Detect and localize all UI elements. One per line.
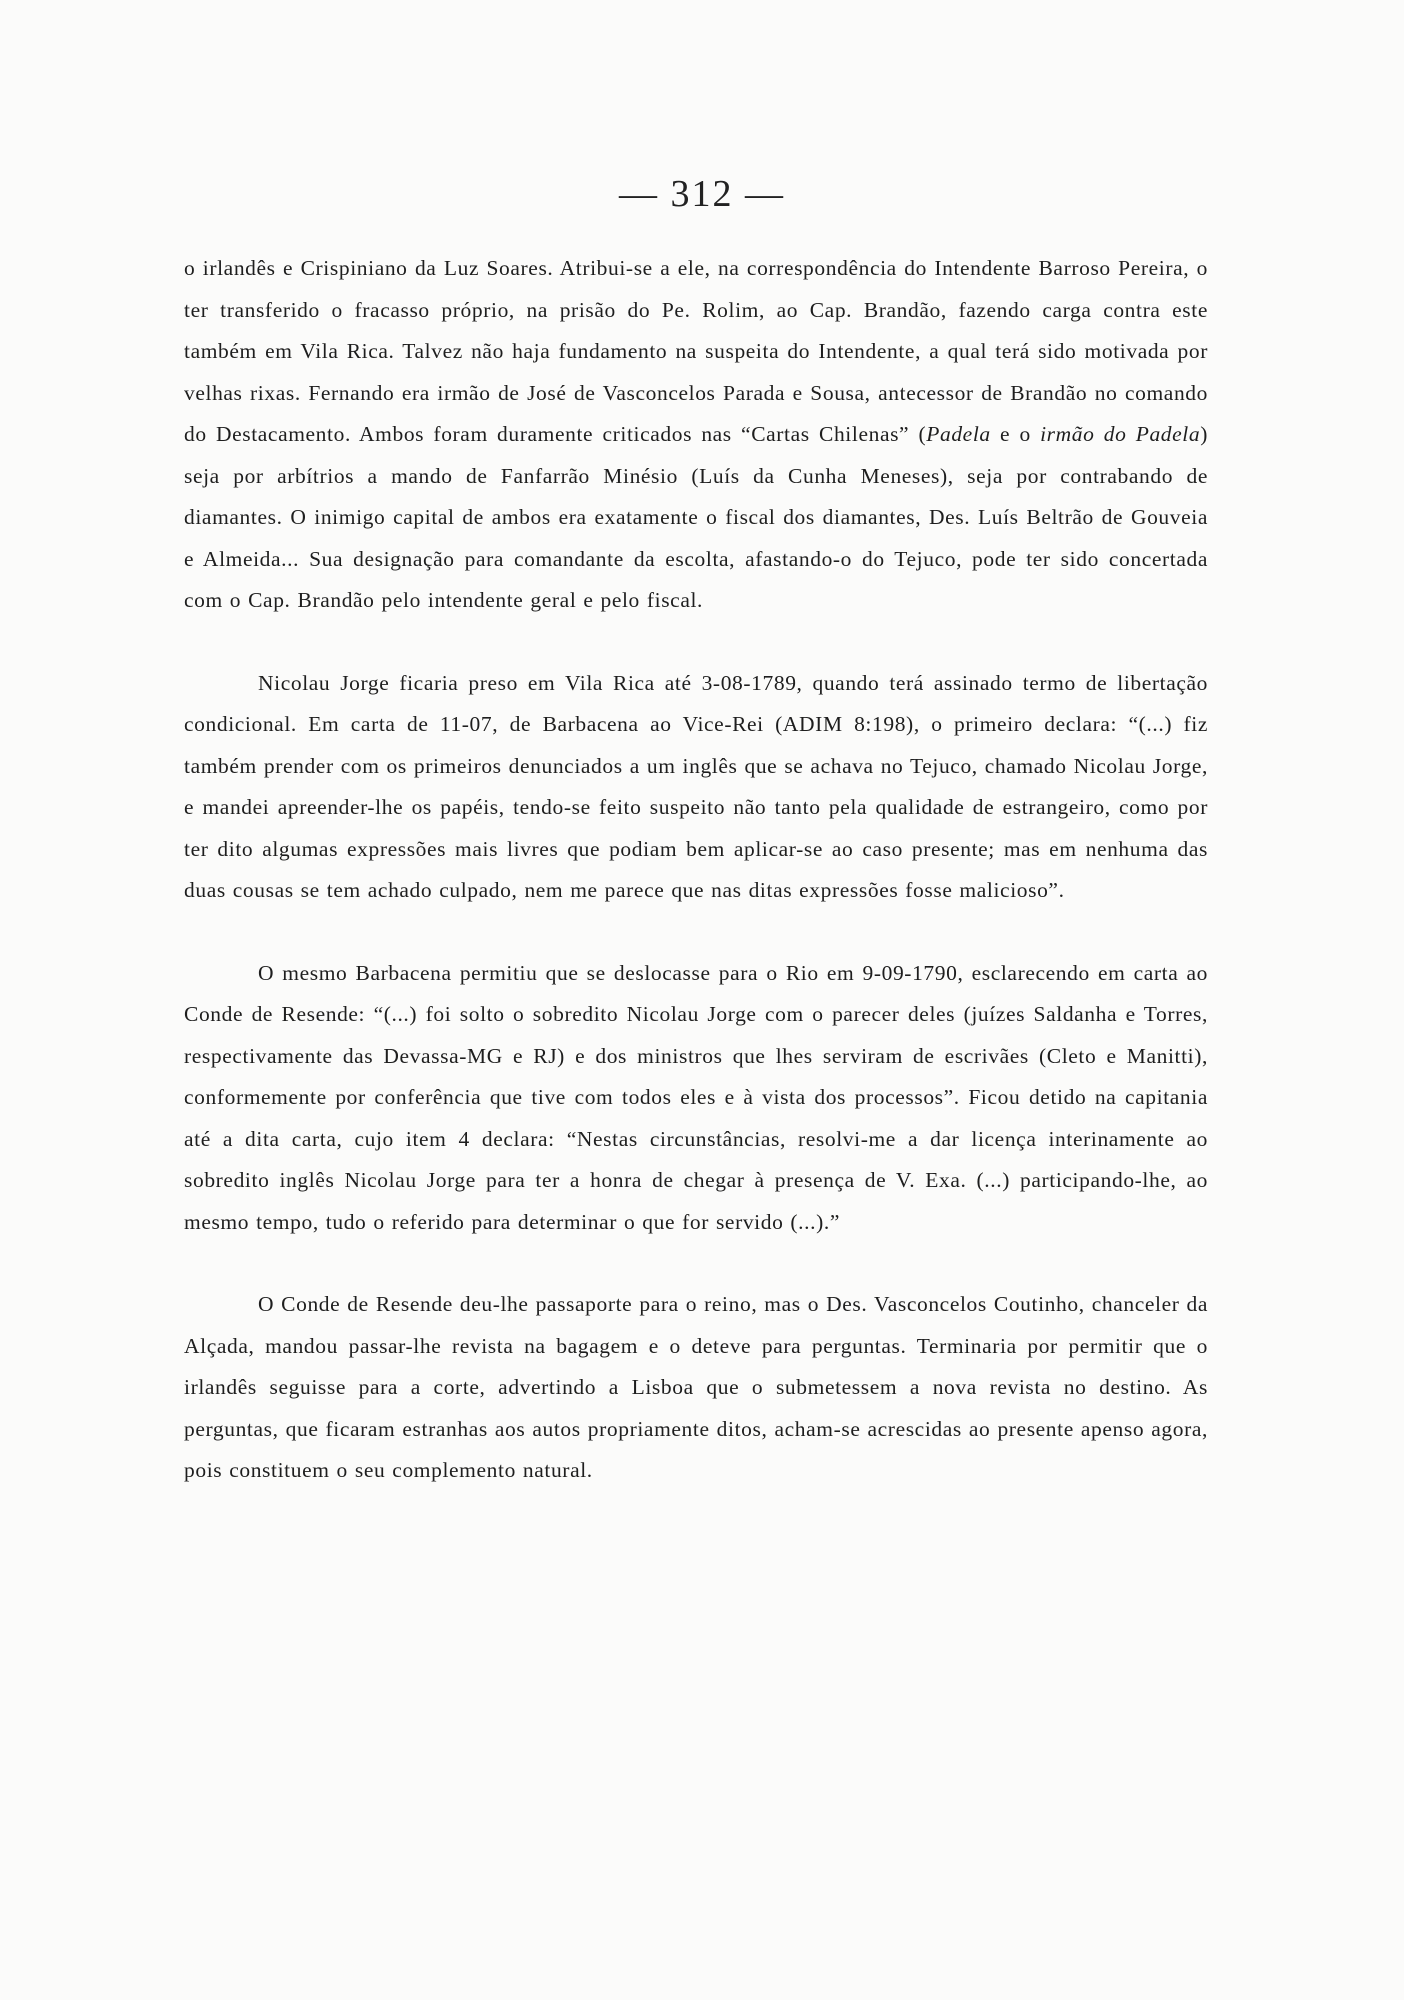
text-column bbox=[184, 248, 1208, 1492]
page-number: — 312 — bbox=[619, 173, 785, 215]
paragraph-nicolau-jorge-preso: Nicolau Jorge ficaria preso em Vila Rica até 3-08-1789, quando terá assinado termo de libertação condicional. Em carta de 11-07, de Barbacena ao Vice-Rei (ADIM 8:198), o primeiro declara: “(...) fiz também prender com os primeiros denunciados a um inglês que se achava no Tejuco, chamado Nicolau Jorge, e mandei apreender-lhe os papéis, tendo-se feito suspeito não tanto pela qualidade de estrangeiro, como por ter dito algumas expressões mais livres que podiam bem aplicar-se ao caso presente; mas em nenhuma das duas cousas se tem achado culpado, nem me parece que nas ditas expressões fosse malicioso”. bbox=[184, 670, 1208, 902]
italic-term-irmao-do-padela: irmão do Padela bbox=[1040, 422, 1201, 446]
paragraph-conde-de-resende: O Conde de Resende deu-lhe passaporte para o reino, mas o Des. Vasconcelos Coutinho, chanceler da Alçada, mandou passar-lhe revista na bagagem e o deteve para perguntas. Terminaria por permitir que o irlandês seguisse para a corte, advertindo a Lisboa que o submetessem a nova revista no destino. As perguntas, que ficaram estranhas aos autos propriamente ditos, acham-se acrescidas ao presente apenso agora, pois constituem o seu complemento natural. bbox=[184, 1292, 1208, 1482]
paragraph-text: o irlandês e Crispiniano da Luz Soares. Atribui-se a ele, na correspondência do Intendente Barroso Pereira, o ter transferido o fracasso próprio, na prisão do Pe. Rolim, ao Cap. Brandão, fazendo carga contra este também em Vila Rica. Talvez não haja fundamento na suspeita do Intendente, a qual terá sido motivada por velhas rixas. Fernando era irmão de José de Vasconcelos Parada e Sousa, antecessor de Brandão no comando do Destacamento. Ambos foram duramente criticados nas “Cartas Chilenas” ( bbox=[184, 256, 1208, 446]
paragraph-text: e o bbox=[990, 422, 1041, 446]
paragraph-text: ) seja por arbítrios a mando de Fanfarrão Minésio (Luís da Cunha Meneses), seja por contrabando de diamantes. O inimigo capital de ambos era exatamente o fiscal dos diamantes, Des. Luís Beltrão de Gouveia e Almeida... Sua designação para comandante da escolta, afastando-o do Tejuco, pode ter sido concertada com o Cap. Brandão pelo intendente geral e pelo fiscal. bbox=[184, 422, 1208, 612]
italic-term-padela: Padela bbox=[926, 422, 991, 446]
paragraph-continuation bbox=[184, 248, 1208, 622]
paragraph-barbacena-permitiu: O mesmo Barbacena permitiu que se deslocasse para o Rio em 9-09-1790, esclarecendo em carta ao Conde de Resende: “(...) foi solto o sobredito Nicolau Jorge com o parecer deles (juízes Saldanha e Torres, respectivamente das Devassa-MG e RJ) e dos ministros que lhes serviram de escrivães (Cleto e Manitti), conformemente por conferência que tive com todos eles e à vista dos processos”. Ficou detido na capitania até a dita carta, cujo item 4 declara: “Nestas circunstâncias, resolvi-me a dar licença interinamente ao sobredito inglês Nicolau Jorge para ter a honra de chegar à presença de V. Exa. (...) participando-lhe, ao mesmo tempo, tudo o referido para determinar o que for servido (...).” bbox=[184, 960, 1208, 1234]
